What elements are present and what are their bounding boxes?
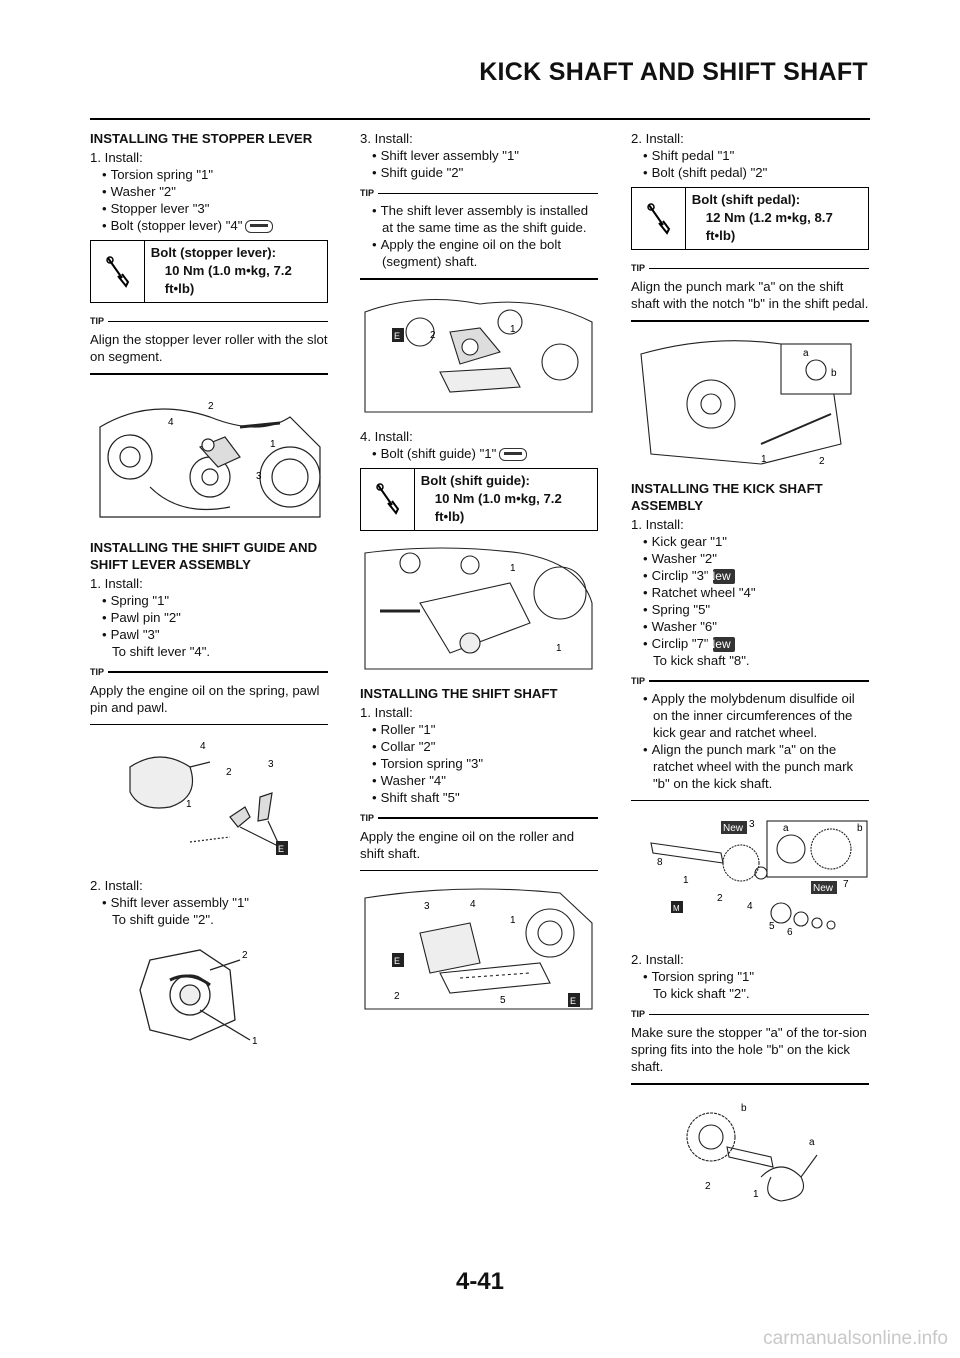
install-target: To kick shaft "2". <box>653 986 750 1001</box>
tip-bullet: • Apply the molybdenum disulfide oil on the inner circumferences of the kick gear and ratchet wheel. <box>643 690 869 741</box>
step-label: 1. Install: <box>631 516 684 532</box>
tip-box <box>631 1006 869 1085</box>
tip-label: TIP <box>631 673 869 690</box>
svg-text:New: New <box>813 883 834 894</box>
svg-text:3: 3 <box>749 819 755 830</box>
stopper-lever-figure <box>90 387 328 527</box>
svg-text:4: 4 <box>470 899 476 910</box>
list-item: • Bolt (shift pedal) "2" <box>643 164 869 181</box>
install-target: To shift lever "4". <box>112 643 211 659</box>
svg-text:2: 2 <box>705 1180 711 1192</box>
svg-text:2: 2 <box>226 767 232 778</box>
list-item: • Torsion spring "1" <box>643 968 869 985</box>
kick-shaft-assembly-figure <box>631 813 869 939</box>
svg-text:1: 1 <box>683 875 689 886</box>
tip-label: TIP <box>360 185 598 202</box>
svg-text:5: 5 <box>500 995 506 1006</box>
shift-lever-assembly-figure <box>90 737 328 865</box>
tip-box <box>90 664 328 726</box>
svg-text:1: 1 <box>753 1188 759 1200</box>
list-item: • Ratchet wheel "4" <box>643 584 869 601</box>
new-part-badge: New <box>713 569 735 584</box>
svg-text:1: 1 <box>761 453 767 465</box>
tip-label: TIP <box>631 260 869 277</box>
svg-text:4: 4 <box>747 901 753 912</box>
list-item: • Collar "2" <box>372 738 598 755</box>
shift-lever-installed-figure <box>360 292 598 416</box>
svg-text:7: 7 <box>843 879 849 890</box>
spec-value: 10 Nm (1.0 m•kg, 7.2 ft•lb) <box>164 263 292 296</box>
torque-wrench-icon <box>361 469 415 530</box>
svg-text:a: a <box>783 823 789 834</box>
page-title: KICK SHAFT AND SHIFT SHAFT <box>479 58 868 86</box>
svg-text:2: 2 <box>430 329 436 341</box>
tip-box <box>360 810 598 872</box>
tip-label: TIP <box>90 664 328 681</box>
tip-text: Align the stopper lever roller with the slot on segment. <box>90 332 328 364</box>
list-item <box>643 567 869 584</box>
tip-text: Make sure the stopper "a" of the tor-sion spring fits into the hole "b" on the kick shaft. <box>631 1025 867 1074</box>
shift-guide-figure <box>90 940 328 1050</box>
list-item <box>102 217 328 234</box>
svg-text:6: 6 <box>787 927 793 938</box>
list-item: • Kick gear "1" <box>643 533 869 550</box>
svg-text:2: 2 <box>242 950 248 961</box>
list-item: • Roller "1" <box>372 721 598 738</box>
column-3 <box>631 130 869 1219</box>
svg-text:2: 2 <box>717 893 723 904</box>
tip-bullet: • Apply the engine oil on the bolt (segment) shaft. <box>372 236 598 270</box>
tip-box <box>360 185 598 280</box>
list-item-text: Bolt (stopper lever) "4" <box>110 218 243 233</box>
locktite-icon <box>499 448 527 461</box>
list-item: • Torsion spring "1" <box>102 166 328 183</box>
install-target: To shift guide "2". <box>112 912 214 927</box>
step-label: 4. Install: <box>360 428 413 444</box>
tip-bullet: • Align the punch mark "a" on the ratchet wheel with the punch mark "b" on the kick shaft. <box>643 741 869 792</box>
svg-text:4: 4 <box>168 416 174 428</box>
torque-wrench-icon <box>632 188 686 249</box>
svg-text:1: 1 <box>252 1036 258 1047</box>
shift-guide-bolt-figure <box>360 543 598 673</box>
list-item: • Shift lever assembly "1" <box>372 147 598 164</box>
svg-text:E: E <box>394 330 401 341</box>
tip-box <box>631 260 869 322</box>
page-number: 4-41 <box>455 1268 505 1295</box>
watermark: carmanualsonline.info <box>763 1328 948 1349</box>
list-item: • Washer "2" <box>102 183 328 200</box>
shift-shaft-figure <box>360 883 598 1013</box>
svg-text:1: 1 <box>270 438 276 450</box>
svg-text:2: 2 <box>394 991 400 1002</box>
svg-text:5: 5 <box>769 921 775 932</box>
svg-text:3: 3 <box>256 470 262 482</box>
list-item: • Spring "1" <box>102 592 328 609</box>
step-label: 2. Install: <box>90 878 143 893</box>
tip-box <box>631 673 869 802</box>
spec-title: Bolt (stopper lever): <box>150 245 277 260</box>
list-item <box>643 635 869 652</box>
tip-text: Apply the engine oil on the spring, pawl pin and pawl. <box>90 682 320 715</box>
section-heading-stopper-lever: INSTALLING THE STOPPER LEVER <box>90 131 313 146</box>
list-item: • Washer "6" <box>643 618 869 635</box>
list-item-text: Circlip "7" <box>651 635 709 651</box>
list-item: • Spring "5" <box>643 601 869 618</box>
spec-value: 10 Nm (1.0 m•kg, 7.2 ft•lb) <box>434 490 562 524</box>
column-2 <box>360 130 598 1025</box>
section-heading-kick-shaft: INSTALLING THE KICK SHAFT ASSEMBLY <box>631 480 823 513</box>
new-part-badge: New <box>713 637 735 652</box>
step-label: 3. Install: <box>360 131 413 146</box>
tip-text: Apply the engine oil on the roller and shift shaft. <box>360 828 575 861</box>
svg-text:3: 3 <box>424 901 430 912</box>
tip-label: TIP <box>631 1006 869 1023</box>
spec-value: 12 Nm (1.2 m•kg, 8.7 ft•lb) <box>705 210 833 243</box>
list-item: • Washer "4" <box>372 772 598 789</box>
svg-text:E: E <box>570 996 577 1006</box>
list-item: • Pawl pin "2" <box>102 609 328 626</box>
column-1 <box>90 130 328 1062</box>
tip-box <box>90 313 328 375</box>
svg-text:b: b <box>741 1102 747 1114</box>
list-item: • Shift shaft "5" <box>372 789 598 806</box>
section-heading-shift-shaft: INSTALLING THE SHIFT SHAFT <box>360 685 558 701</box>
locktite-icon <box>245 220 273 233</box>
svg-text:1: 1 <box>186 799 192 810</box>
spec-title: Bolt (shift guide): <box>420 472 530 488</box>
list-item-text: Bolt (shift guide) "1" <box>380 445 497 461</box>
svg-text:1: 1 <box>510 323 516 335</box>
svg-text:3: 3 <box>268 759 274 770</box>
spec-title: Bolt (shift pedal): <box>691 192 801 207</box>
svg-text:E: E <box>394 956 401 966</box>
step-label: 1. Install: <box>90 575 143 591</box>
list-item: • Pawl "3" <box>102 626 328 643</box>
svg-text:1: 1 <box>510 915 516 926</box>
install-target: To kick shaft "8". <box>653 652 750 668</box>
list-item: • Shift guide "2" <box>372 164 598 181</box>
torque-spec-box <box>90 240 328 303</box>
svg-text:2: 2 <box>819 455 825 467</box>
svg-text:New: New <box>723 823 744 834</box>
list-item: • Washer "2" <box>643 550 869 567</box>
torque-spec-box <box>631 187 869 250</box>
torque-wrench-icon <box>91 241 145 302</box>
title-rule <box>90 118 870 120</box>
list-item: • Torsion spring "3" <box>372 755 598 772</box>
tip-text: Align the punch mark "a" on the shift shaft with the notch "b" in the shift pedal. <box>631 279 869 311</box>
tip-bullet: • The shift lever assembly is installed at the same time as the shift guide. <box>372 202 598 236</box>
torque-spec-box <box>360 468 598 531</box>
svg-text:2: 2 <box>208 400 214 412</box>
svg-text:a: a <box>809 1136 815 1148</box>
tip-label: TIP <box>360 810 598 827</box>
step-label: 2. Install: <box>631 131 684 146</box>
list-item <box>372 445 598 462</box>
svg-text:b: b <box>831 367 837 379</box>
svg-text:4: 4 <box>200 741 206 752</box>
engine-oil-mark-label: E <box>278 844 285 854</box>
list-item: • Shift lever assembly "1" <box>102 894 328 911</box>
torsion-spring-figure <box>631 1097 869 1207</box>
svg-text:M: M <box>673 904 680 913</box>
svg-text:1: 1 <box>510 562 516 574</box>
list-item: • Stopper lever "3" <box>102 200 328 217</box>
step-label: 1. Install: <box>360 704 413 720</box>
list-item: • Shift pedal "1" <box>643 147 869 164</box>
svg-text:8: 8 <box>657 857 663 868</box>
svg-text:b: b <box>857 823 863 834</box>
list-item-text: Circlip "3" <box>651 567 709 583</box>
shift-pedal-figure <box>631 334 869 468</box>
step-label: 1. Install: <box>90 150 143 165</box>
tip-label: TIP <box>90 313 328 330</box>
step-label: 2. Install: <box>631 952 684 967</box>
svg-text:a: a <box>803 347 809 359</box>
svg-text:1: 1 <box>556 642 562 654</box>
section-heading-shift-guide: INSTALLING THE SHIFT GUIDE AND SHIFT LEVER ASSEMBLY <box>90 539 318 572</box>
